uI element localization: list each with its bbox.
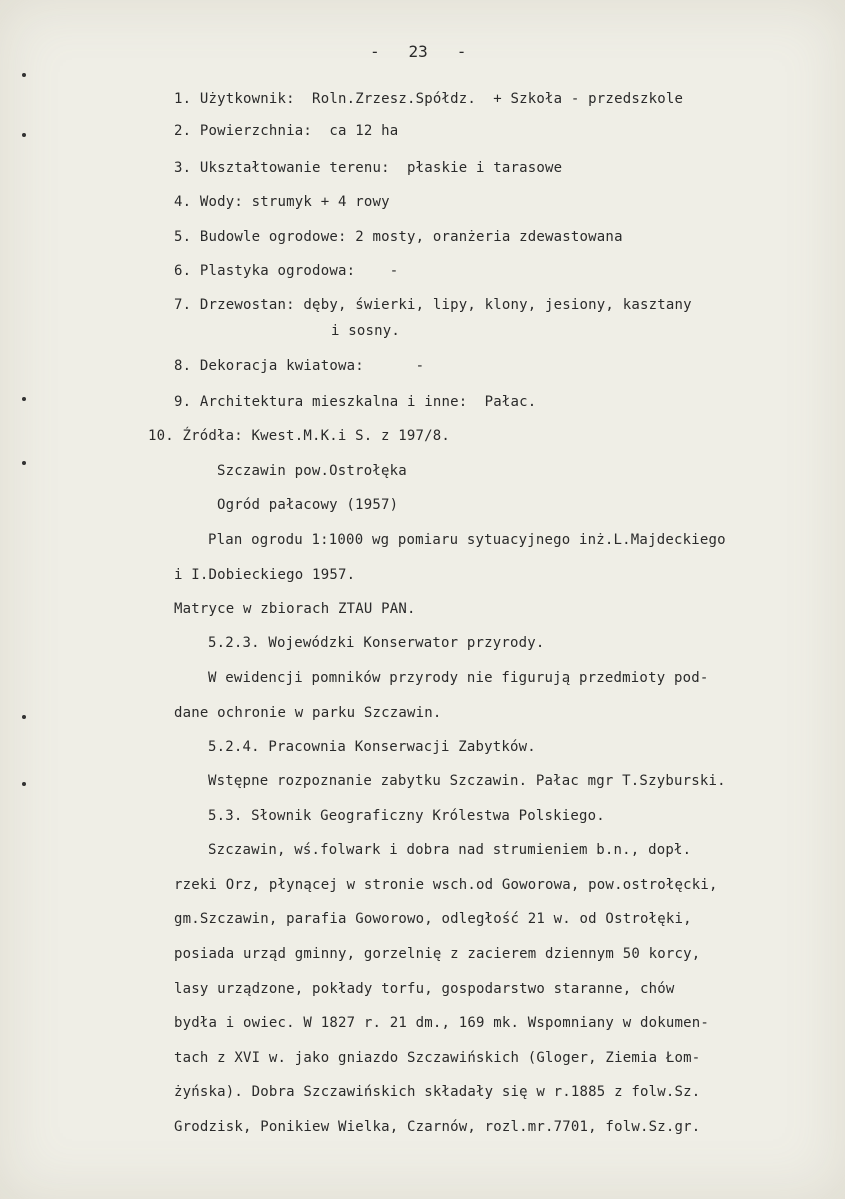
page-number: - 23 - [370,42,467,61]
text-line: W ewidencji pomników przyrody nie figurują przedmioty pod- [208,670,709,686]
text-line: 4. Wody: strumyk + 4 rowy [174,194,390,210]
text-line: żyńska). Dobra Szczawińskich składały się w r.1885 z folw.Sz. [174,1084,701,1100]
text-line: tach z XVI w. jako gniazdo Szczawińskich (Gloger, Ziemia Łom- [174,1050,701,1066]
binder-hole-mark [22,715,26,719]
text-line: 9. Architektura mieszkalna i inne: Pałac. [174,394,537,410]
text-line: 10. Źródła: Kwest.M.K.i S. z 197/8. [148,428,451,444]
binder-hole-mark [22,73,26,77]
text-line: i sosny. [331,323,401,339]
text-line: lasy urządzone, pokłady torfu, gospodarstwo staranne, chów [174,981,675,997]
text-line: 5.2.4. Pracownia Konserwacji Zabytków. [208,739,536,755]
binder-hole-mark [22,133,26,137]
text-line: 5.2.3. Wojewódzki Konserwator przyrody. [208,635,545,651]
text-line: Plan ogrodu 1:1000 wg pomiaru sytuacyjnego inż.L.Majdeckiego [208,532,726,548]
text-line: 5. Budowle ogrodowe: 2 mosty, oranżeria zdewastowana [174,229,623,245]
text-line: i I.Dobieckiego 1957. [174,567,356,583]
text-line: 2. Powierzchnia: ca 12 ha [174,123,399,139]
text-line: 6. Plastyka ogrodowa: - [174,263,399,279]
text-line: Grodzisk, Ponikiew Wielka, Czarnów, rozl.mr.7701, folw.Sz.gr. [174,1119,701,1135]
text-line: Ogród pałacowy (1957) [217,497,399,513]
text-line: posiada urząd gminny, gorzelnię z zacierem dziennym 50 korcy, [174,946,701,962]
text-line: 5.3. Słownik Geograficzny Królestwa Polskiego. [208,808,605,824]
text-line: bydła i owiec. W 1827 r. 21 dm., 169 mk. Wspomniany w dokumen- [174,1015,709,1031]
text-line: dane ochronie w parku Szczawin. [174,705,442,721]
text-line: Matryce w zbiorach ZTAU PAN. [174,601,416,617]
text-line: Szczawin pow.Ostrołęka [217,463,407,479]
binder-hole-mark [22,397,26,401]
binder-hole-mark [22,461,26,465]
binder-hole-mark [22,782,26,786]
text-line: 7. Drzewostan: dęby, świerki, lipy, klony, jesiony, kasztany [174,297,692,313]
text-line: rzeki Orz, płynącej w stronie wsch.od Goworowa, pow.ostrołęcki, [174,877,718,893]
text-line: Wstępne rozpoznanie zabytku Szczawin. Pałac mgr T.Szyburski. [208,773,726,789]
text-line: gm.Szczawin, parafia Goworowo, odległość 21 w. od Ostrołęki, [174,911,692,927]
text-line: 3. Ukształtowanie terenu: płaskie i tarasowe [174,160,563,176]
text-line: 8. Dekoracja kwiatowa: - [174,358,425,374]
text-line: 1. Użytkownik: Roln.Zrzesz.Spółdz. + Szkoła - przedszkole [174,91,684,107]
text-line: Szczawin, wś.folwark i dobra nad strumieniem b.n., dopł. [208,842,692,858]
